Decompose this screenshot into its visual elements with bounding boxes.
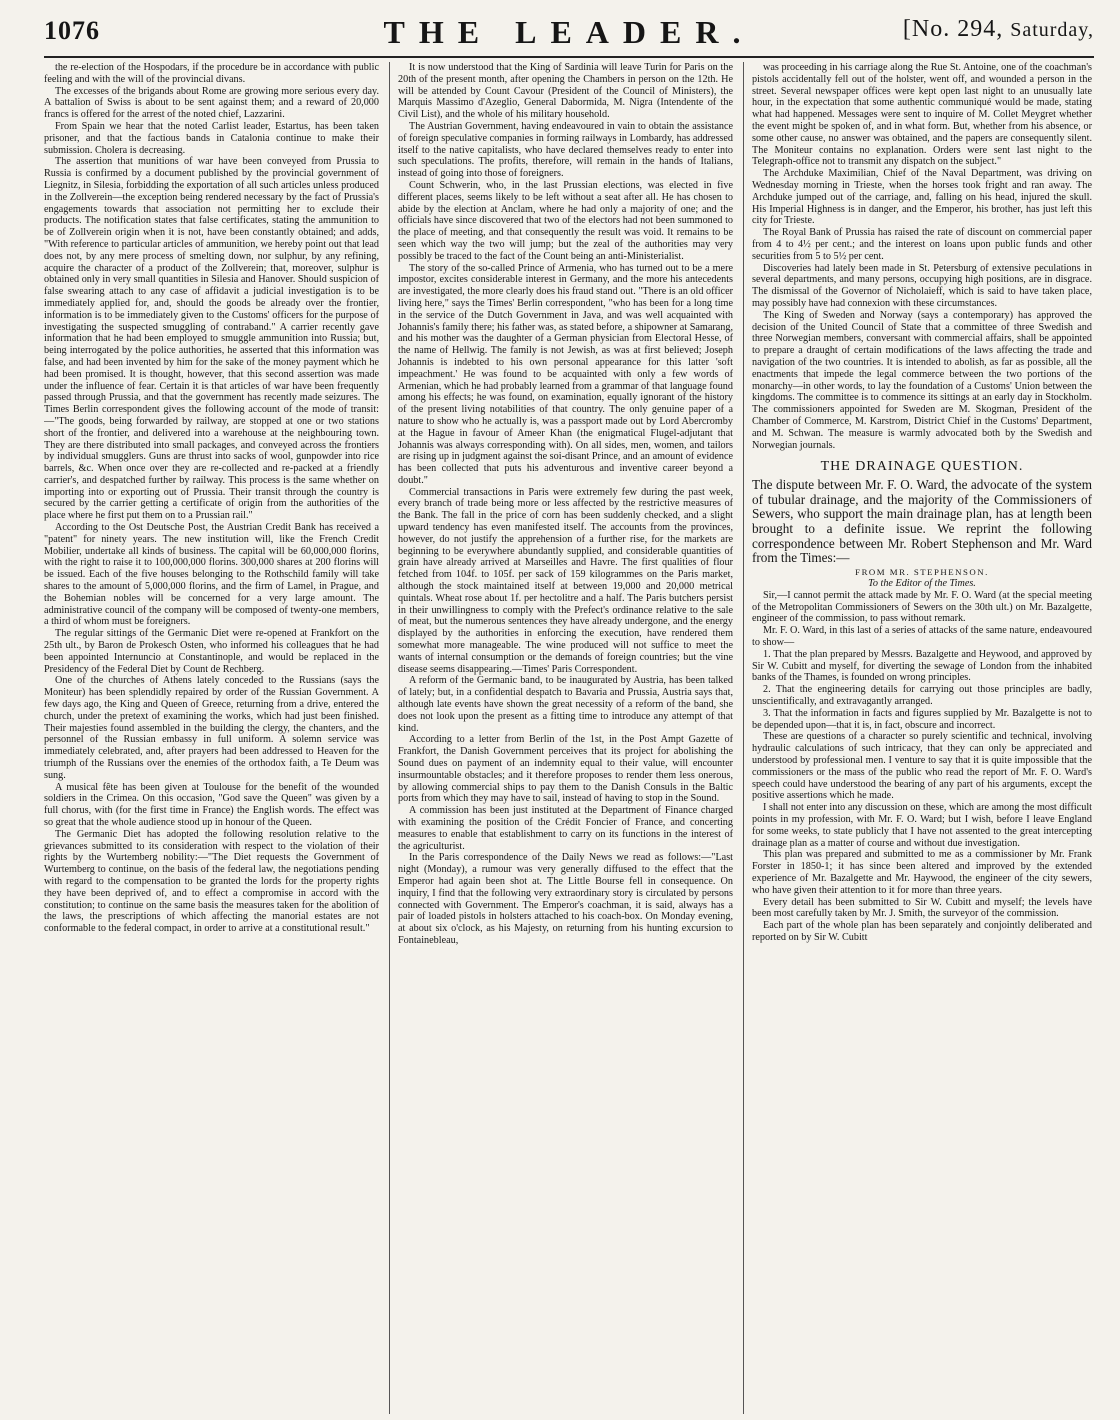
paragraph: The assertion that munitions of war have been conveyed from Prussia to Russia is confirmed by a document published by the provincial government of Liegnitz, in Silesia, forbidding the exportation of all such articles unless produced in the Zollverein—the exception being rendered necessary by the fact of Prussia's engagements towards that association not permitting her to exclude their products. The notification states that false certificates, stating the ammunition to be of Zollverein origin when it is not, have been constantly obtained; and adds, "With reference to particular articles of ammunition, we hereby point out that lead does not, by any mere process of smelting down, nor sulphur, by any refining, acquire the character of a product of the Zollverein; that, moreover, sulphur is obtained only in very small quantities in Silesia and Hanover. Should suspicion of false swearing attach to any case of affidavit a judicial investigation is to be immediately applied for, and, should the goods be already over the frontier, information is to be immediately given to the Customs' officers for the purpose of investigating the suspected smuggling of contraband." A carrier recently gave information that he had been employed to smuggle ammunition into Russia; but, being interrogated by the police authorities, he asserted that this information was false, and had been invented by him for the sake of the money payment which he had been promised. It is thought, however, that this second assertion was made under the influence of fear. Certain it is that articles of war have been frequently passed through Prussia, and that the government has recently made seizures. The Times Berlin correspondent gives the following account of the mode of transit:—"The goods, being forwarded by railway, are stopped at one or two stations short of the frontier, and delivered into a warehouse at the neighbouring town. They are there distributed into small packages, and conveyed across the frontiers by individual smugglers. Guns are thrust into sacks of wool, gunpowder into rice barrels, &c. When once over they are re-collected and re-packed at a friendly carrier's, and despatched further by railway. This process is the same whether on importing into or exporting out of Prussia. Their transit through the country is secured by the carrier getting a certificate of origin from the authorities of the place where he first put them on to a Prussian rail.": [44, 156, 379, 522]
paragraph: Every detail has been submitted to Sir W. Cubitt and myself; the levels have been most carefully taken by Mr. J. Smith, the surveyor of the commission.: [752, 896, 1092, 920]
page-number: 1076: [44, 16, 100, 45]
article-columns: [44, 62, 1094, 1414]
letter-to: To the Editor of the Times.: [868, 577, 976, 589]
paragraph: the re-election of the Hospodars, if the procedure be in accordance with public feeling and with the will of the provincial divans.: [44, 62, 379, 85]
paragraph: A musical fête has been given at Toulouse for the benefit of the wounded soldiers in the Crimea. On this occasion, "God save the Queen" was given by a full chorus, with (for the first time in France) the English words. The effect was so great that the whole audience stood up in honour of the Queen.: [44, 781, 379, 828]
paragraph: Count Schwerin, who, in the last Prussian elections, was elected in five different places, seems likely to be left without a seat after all. He has chosen to abide by the election at Anclam, where he had only a majority of one; and the officials have since discovered that two of the electors had not been summoned to the place of meeting, and that consequently the result was void. It remains to be seen which way the two will jump; but the zeal of the authorities may very possibly be traced to the fact of the Count being an anti-Ministerialist.: [398, 179, 733, 262]
section-heading: THE DRAINAGE QUESTION.: [820, 459, 1024, 475]
issue-label: [903, 16, 1094, 43]
paragraph: 2. That the engineering details for carrying out those principles are badly, unscientifically, and extravagantly arranged.: [752, 684, 1092, 708]
paragraph: A commission has been just instituted at the Department of Finance charged with examining the position of the Crédit Foncier of France, and concerting measures to enable that establishment to carry on its functions in the interest of the agriculturist.: [398, 805, 733, 852]
paragraph: It is now understood that the King of Sardinia will leave Turin for Paris on the 20th of the present month, after opening the Chambers in person on the 12th. He will be attended by Count Cavour (President of the Council of Ministers), the Marquis Massimo d'Azeglio, General Dabormida, M. Nigra (Intendente of the Civil List), and the whole of his military household.: [398, 62, 733, 121]
paragraph: Mr. F. O. Ward, in this last of a series of attacks of the same nature, endeavoured to show—: [752, 625, 1092, 649]
paragraph: The King of Sweden and Norway (says a contemporary) has approved the decision of the United Council of State that a committee of three Swedish and three Norwegian members, conversant with commercial affairs, shall be appointed to prepare a draught of certain modifications of the laws affecting the trade and navigation of the two countries. It is intended to abolish, as far as possible, all the enactments that impede the legal commerce between the two portions of the monarchy—in other words, to lay the foundation of a Customs' Union between the kingdoms. The committee is to commence its sittings at an early day in Stockholm. The commissioners appointed for Sweden are M. Skogman, President of the Chamber of Commerce, M. Karstrom, District Chief in the Customs' Department, and M. Schwan. The measure is warmly advocated both by the Swedish and Norwegian journals.: [752, 309, 1092, 451]
paragraph: A reform of the Germanic band, to be inaugurated by Austria, has been talked of lately; but, in a confidential despatch to Bavaria and Prussia, Austria says that, although late events have shown the great necessity of a reform of the band, she does not look upon the present as a fitting time to introduce any attempt of that kind.: [398, 675, 733, 734]
masthead-title: THE LEADER.: [383, 14, 755, 50]
paragraph: I shall not enter into any discussion on these, which are among the most difficult points in my profession, with Mr. F. O. Ward; but I wish, before I leave England for some weeks, to state publicly that I have not assented to the great intercepting drainage plan as a matter of course and without due investigation.: [752, 802, 1092, 849]
paragraph: Discoveries had lately been made in St. Petersburg of extensive peculations in several departments, and many persons, occupying high positions, are in disgrace. The dismissal of the Governor of Nicholaieff, which is said to have taken place, may possibly have had connexion with these circumstances.: [752, 262, 1092, 309]
issue-number: [No. 294,: [902, 16, 1011, 42]
column-1: [44, 62, 379, 1414]
intro-paragraph: The dispute between Mr. F. O. Ward, the advocate of the system of tubular drainage, and the majority of the Commissioners of Sewers, who support the main drainage plan, has at length been brought to a definite issue. We reprint the following correspondence between Mr. Robert Stephenson and Mr. Ward from the Times:—: [752, 477, 1092, 566]
paragraph: The excesses of the brigands about Rome are growing more serious every day. A battalion of Swiss is about to be sent against them; and a reward of 20,000 francs is offered for the arrest of the noted chief, Lazzarini.: [44, 85, 379, 121]
header-rule: [44, 56, 1094, 58]
paragraph: The story of the so-called Prince of Armenia, who has turned out to be a mere impostor, excites considerable interest in Germany, and the more his antecedents are investigated, the more clearly does his fraud stand out. "There is an old officer living here," says the Times' Berlin correspondent, "who has been for a long time in the service of the Dutch Government in Java, and was well acquainted with Johannis's family there; his father was, as stated before, a shipowner at Samarang, and his mother was the daughter of a German physician from Electoral Hesse, of the name of Hellwig. The family is not Jewish, as was at first believed; Joseph Johannis is indebted to his own personal appearance for this latter 'soft impeachment.' He was found to be acquainted with only a few words of Armenian, which he had probably learned from a grammar of that language found among his effects; he was found, on examination, equally ignorant of the history of the present living notabilities of that country. The only genuine paper of a nature to show who he actually is, was a passport made out by Lord Abercromby at the Hague in favour of Ameer Khan (the enigmatical Flugel-adjutant that Johannis was always corresponding with). On all sides, men, women, and tailors are rising up in judgment against the soi-disant Prince, and an amount of evidence has been collected that puts his adventurous and inventive career beyond a doubt.": [398, 262, 733, 486]
paragraph: In the Paris correspondence of the Daily News we read as follows:—"Last night (Monday), a rumour was very generally diffused to the effect that the Emperor had again been shot at. The Little Bourse fell in consequence. On inquiry, I find that the following very extraordinary story is circulated by persons connected with Government. The Emperor's coachman, it is said, always has a pair of loaded pistols in holsters attached to his coach-box. On Monday evening, at about six o'clock, as his Majesty, on returning from his hunting excursion to Fontainebleau,: [398, 852, 733, 946]
paragraph: 3. That the information in facts and figures supplied by Mr. Bazalgette is not to be depended upon—that it is, in fact, obscure and incorrect.: [752, 707, 1092, 731]
paragraph: The Archduke Maximilian, Chief of the Naval Department, was driving on Wednesday morning in Trieste, when the horses took fright and ran away. The Archduke jumped out of the carriage, and, falling on his head, injured the skull. His Imperial Highness is in danger, and the Emperor, his brother, has just left this city for Trieste.: [752, 168, 1092, 227]
paragraph: The Austrian Government, having endeavoured in vain to obtain the assistance of foreign speculative companies in forming railways in Lombardy, has addressed itself to the native capitalists, who have declared themselves ready to enter into such speculations. The profits, therefore, will remain in the hands of Italians, instead of going into those of foreigners.: [398, 120, 733, 180]
letter-from: FROM MR. STEPHENSON.: [855, 566, 989, 577]
paragraph: According to the Ost Deutsche Post, the Austrian Credit Bank has received a "patent" for ninety years. The new institution will, like the French Credit Mobilier, undertake all kinds of business. The capital will be 60,000,000 florins, with the right to raise it to 100,000,000 florins. 300,000 shares at 200 florins will be issued. Each of the five houses belonging to the Rothschild family will take shares to the amount of 5,000,000 florins, and the firm of Lamel, in Prague, and the Bohemian nobles will be concerned for a very large amount. The administrative council of the company will be composed of twenty-one members, a third of whom must be foreigners.: [44, 522, 379, 628]
paragraph: was proceeding in his carriage along the Rue St. Antoine, one of the coachman's pistols accidentally fell out of the holster, went off, and wounded a person in the street. Several newspaper offices were kept open last night to an unusually late hour, in the expectation that some authentic communiqué would be made, stating what had happened. Messages were sent to inquire of M. Collet Meygret whether the event might be spoken of, and in what form. But, whether from his absence, or some other cause, no answer was obtained, and the papers are consequently silent. The Moniteur contains no explanation. Orders were sent last night to the Telegraph-office not to transmit any dispatch on the subject.": [752, 62, 1092, 168]
column-2: [398, 62, 733, 1414]
paragraph: This plan was prepared and submitted to me as a commissioner by Mr. Frank Forster in 1850-1; it has since been altered and improved by the extended experience of Mr. Bazalgette and Mr. Haywood, the engineer of the city sewers, who have given their attention to it for more than three years.: [752, 849, 1092, 896]
paragraph: 1. That the plan prepared by Messrs. Bazalgette and Heywood, and approved by Sir W. Cubitt and myself, for diverting the sewage of London from the inhabited banks of the Thames, is founded on wrong principles.: [752, 648, 1092, 684]
paragraph: One of the churches of Athens lately conceded to the Russians (says the Moniteur) has been splendidly repaired by order of the Russian Government. A few days ago, the King and Queen of Greece, returning from a drive, entered the church, under the pretext of examining the works, which had just been finished. Their majesties found assembled in the building the clergy, the chanters, and the personnel of the Russian embassy in full uniform. A solemn service was immediately celebrated, and, after prayers had been addressed to Heaven for the triumph of the Russians over the enemies of the orthodox faith, a Te Deum was sung.: [44, 675, 379, 781]
page-header: [44, 10, 1094, 54]
paragraph: These are questions of a character so purely scientific and technical, involving hydraulic calculations of such intricacy, that they can only be appreciated and understood by professional men. I venture to say that it is quite impossible that the commissioners or the mass of the public who read the report of Mr. F. O. Ward's speech could have understood the bearing of any part of his arguments, except the positive assertions which he made.: [752, 731, 1092, 802]
paragraph: According to a letter from Berlin of the 1st, in the Post Ampt Gazette of Frankfort, the Danish Government perceives that its project for abolishing the Sound dues on payment of an indemnity equal to their value, will encounter insurmountable obstacles; and it therefore proposes to render them less onerous, by allowing commercial ships to pay them to the Danish Consuls in the Baltic ports from which they may have to sail, instead of having to stop in the Sound.: [398, 734, 733, 805]
drainage-intro: [752, 478, 1092, 566]
paragraph: From Spain we hear that the noted Carlist leader, Estartus, has been taken prisoner, and that the factious bands in Catalonia continue to make their submission. Cholera is decreasing.: [44, 120, 379, 156]
paragraph: The regular sittings of the Germanic Diet were re-opened at Frankfort on the 25th ult., by Baron de Prokesch Osten, who informed his colleagues that he had been appointed Internuncio at Constantinople, and would be replaced in the Presidency of the Federal Diet by Count de Rechberg.: [44, 628, 379, 675]
paragraph: Commercial transactions in Paris were extremely few during the past week, every branch of trade being more or less affected by the restrictive measures of the Bank. The fall in the price of corn has been suddenly checked, and a slight upward tendency has even manifested itself. The accounts from the provinces, however, do not justify the apprehension of a further rise, for the markets are beginning to be everywhere abundantly supplied, and considerable quantities of grain have already arrived at Marseilles and Havre. The first qualities of flour fetched from 104f. to 105f. per sack of 159 kilogrammes on the Paris market, although the stock maintained itself at between 19,000 and 20,000 metrical quintals. Wheat rose about 1f. per hectolitre and a half. The Paris butchers persist in their unwillingness to comply with the Prefect's ordinance relative to the sale of meat, but the numerous sentences they have already undergone, and the energy displayed by the authorities in enforcing the execution, have rendered them somewhat more manageable. The wine produced will not suffice to meet the wants of internal consumption or the demands of foreign countries; but the vine disease seems disappearing.—Times' Paris Correspondent.: [398, 486, 733, 675]
issue-day: Saturday,: [1010, 19, 1094, 41]
paragraph: Each part of the whole plan has been separately and conjointly deliberated and reported on by Sir W. Cubitt: [752, 920, 1092, 943]
paragraph: The Royal Bank of Prussia has raised the rate of discount on commercial paper from 4 to 4½ per cent.; and the interest on loans upon public funds and other securities from 5 to 5½ per cent.: [752, 227, 1092, 262]
paragraph: The Germanic Diet has adopted the following resolution relative to the grievances submitted to its consideration with respect to the violation of their rights by the Wurtemberg nobility:—"The Diet requests the Government of Wurtemberg to continue, on the basis of the federal law, the negotiations pending with regard to the compensation to be granted the lords for the property rights they have been deprived of, and to effect a compromise in accord with the constitution; to continue on the same basis the measures taken for the abolition of the laws, the prescriptions of which affecting the manorial estates are not conformable to the federal compact, in order to arrive at a constitutional result.": [44, 828, 379, 935]
paragraph: Sir,—I cannot permit the attack made by Mr. F. O. Ward (at the special meeting of the Metropolitan Commissioners of Sewers on the 30th ult.) on Mr. Bazalgette, engineer of the commission, to pass without remark.: [752, 589, 1092, 625]
column-3: [752, 62, 1092, 1414]
